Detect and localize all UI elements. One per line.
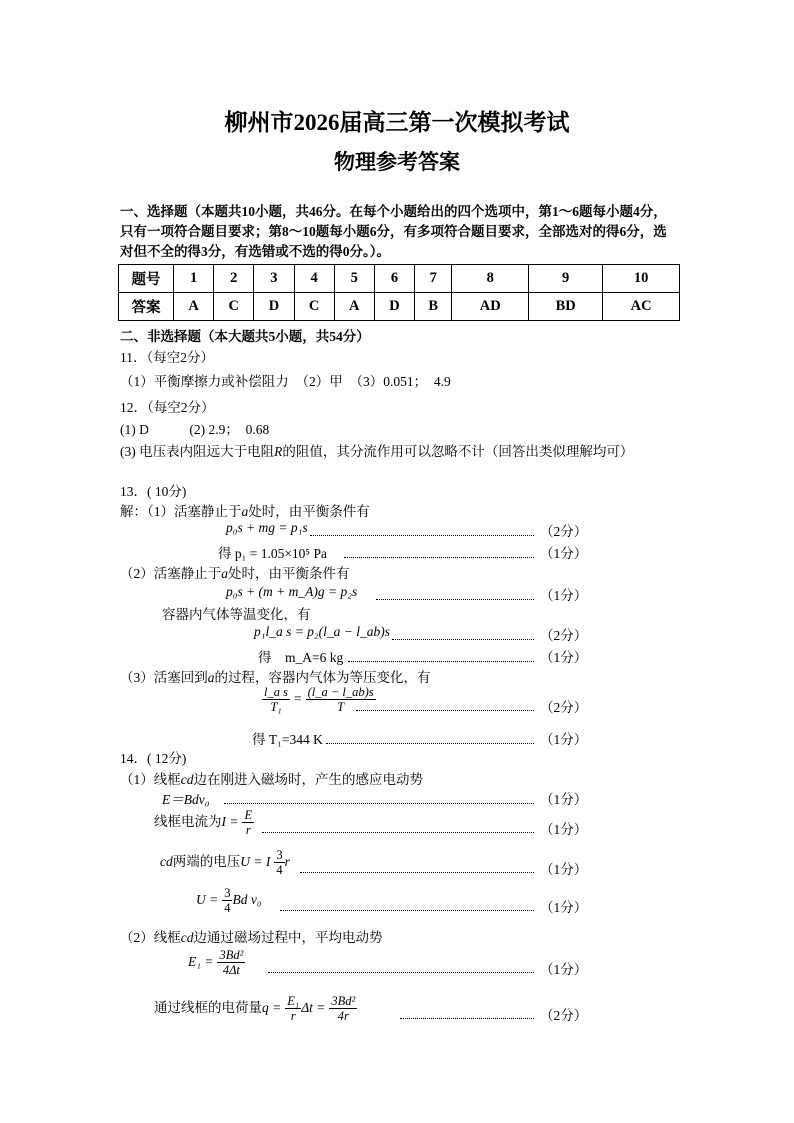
- score: （1分）: [540, 962, 588, 977]
- row-label-numbers: 题号: [119, 265, 174, 293]
- score: （2分）: [540, 524, 588, 539]
- var-R: R: [274, 444, 283, 459]
- score: （1分）: [540, 650, 588, 665]
- q13-eq7: 得 T₁=344 K: [252, 732, 323, 747]
- answer-table: [118, 264, 680, 321]
- table-row-numbers: [119, 265, 680, 293]
- leader-dots: [400, 1008, 534, 1019]
- row-label-answers: 答案: [119, 293, 174, 321]
- q14-p2-b: 边通过磁场过程中，平均电动势: [193, 930, 383, 945]
- q14-eq2: 线框电流为I = $\frac{E}{r}$: [154, 808, 253, 837]
- score: （2分）: [540, 1008, 588, 1023]
- var-cd: cd: [180, 772, 194, 787]
- section2-heading: 二、非选择题（本大题共5小题，共54分）: [120, 329, 370, 344]
- q14-p1-b: 边在刚进入磁场时，产生的感应电动势: [193, 772, 423, 787]
- var-a: a: [207, 670, 215, 685]
- leader-dots: [268, 962, 534, 973]
- score: （2分）: [540, 628, 588, 643]
- q12-line1: (1) D (2) 2.9； 0.68: [120, 422, 270, 437]
- fraction: $\frac{\text{l\_a s}}{\text{T₁}}$: [264, 685, 288, 714]
- table-cell: A: [334, 293, 374, 321]
- leader-dots: [326, 733, 534, 744]
- q12-line2-a: (3) 电压表内阻远大于电阻: [120, 444, 275, 459]
- var-a: a: [241, 504, 249, 519]
- table-cell: C: [294, 293, 334, 321]
- leader-dots: [224, 793, 534, 804]
- fraction: $\frac{\text{3Bd²}}{4\Delta t}$: [219, 948, 244, 977]
- var-cd: cd: [180, 930, 194, 945]
- q13-part2: [120, 562, 350, 582]
- fraction: $\frac{3}{4}$: [224, 886, 231, 915]
- leader-dots: [392, 629, 534, 640]
- q14-p1-a: （1）线框: [120, 772, 181, 787]
- leader-dots: [262, 822, 534, 833]
- table-cell: 4: [294, 265, 334, 293]
- q14-part2: [120, 926, 383, 946]
- q13-p1-a: 解：（1）活塞静止于: [120, 504, 242, 519]
- table-cell: 1: [174, 265, 214, 293]
- q11-answer: （1）平衡摩擦力或补偿阻力 （2）甲 （3）0.051； 4.9: [120, 374, 451, 389]
- fraction: $\frac{E}{r}$: [244, 808, 253, 837]
- q13-p2-a: （2）活塞静止于: [120, 566, 222, 581]
- table-cell: 2: [214, 265, 254, 293]
- table-cell: AD: [452, 293, 529, 321]
- q14-part1: [120, 768, 423, 788]
- leader-dots: [376, 589, 534, 600]
- q14-eq6: 通过线框的电荷量q = $\frac{\text{E₁}}{r}$ Δt = $\frac{\text{3Bd²}}{4r}$: [154, 994, 356, 1023]
- fraction: $\frac{\text{E₁}}{r}$: [287, 994, 300, 1023]
- q14-eq1: E＝Bdv₀: [162, 792, 210, 807]
- q13-eq3: p₀s + (m + m_A)g = p₂s: [226, 584, 358, 599]
- q13-p3-b: 的过程，容器内气体为等压变化，有: [214, 670, 431, 685]
- q13-eq1: p₀s + mg = p₁s: [226, 520, 308, 535]
- q14-eq4: U = $\frac{3}{4}$ Bd v₀: [196, 886, 262, 915]
- fraction: $\frac{(l\_a - l\_ab)s}{T}$: [307, 685, 374, 714]
- q13-eq5: 得 m_A=6 kg: [258, 650, 344, 665]
- score: （2分）: [540, 700, 588, 715]
- table-cell: D: [374, 293, 414, 321]
- var-a: a: [221, 566, 228, 581]
- fraction: $\frac{3}{4}$: [276, 848, 283, 877]
- q13-part1: [120, 500, 370, 520]
- table-cell: B: [415, 293, 452, 321]
- q13-eq2: 得 p₁ = 1.05×10⁵ Pa: [218, 546, 328, 561]
- table-cell: BD: [529, 293, 603, 321]
- leader-dots: [300, 862, 534, 873]
- score: （1分）: [540, 822, 588, 837]
- leader-dots: [344, 547, 534, 558]
- table-cell: 6: [374, 265, 414, 293]
- leader-dots: [310, 525, 534, 536]
- section1-heading: 一、选择题（本题共10小题，共46分。在每个小题给出的四个选项中，第1～6题每小题4分，只有一项符合题目要求；第8～10题每小题6分，有多项符合题目要求，全部选对的得6分，选对但不全的得3分，有选错或不选的得0分。）。: [120, 204, 667, 259]
- q13-p3-a: （3）活塞回到: [120, 670, 208, 685]
- score: （1分）: [540, 732, 588, 747]
- score: （1分）: [540, 588, 588, 603]
- table-cell: 7: [415, 265, 452, 293]
- leader-dots: [280, 900, 534, 911]
- q14-p2-a: （2）线框: [120, 930, 181, 945]
- page-title: 柳州市2026届高三第一次模拟考试: [224, 110, 570, 135]
- score: （1分）: [540, 792, 588, 807]
- q13-p1-b: 处时，由平衡条件有: [248, 504, 370, 519]
- q14-label: 14．( 12分): [120, 751, 187, 766]
- table-cell: 3: [254, 265, 294, 293]
- q13-p2-b: 处时，由平衡条件有: [228, 566, 350, 581]
- table-cell: 9: [529, 265, 603, 293]
- fraction: $\frac{\text{3Bd²}}{4r}$: [331, 994, 356, 1023]
- table-cell: C: [214, 293, 254, 321]
- q13-p2-c: 容器内气体等温变化，有: [162, 607, 311, 622]
- table-cell: A: [174, 293, 214, 321]
- score: （1分）: [540, 546, 588, 561]
- table-cell: AC: [603, 293, 680, 321]
- score: （1分）: [540, 862, 588, 877]
- q13-eq6: $\frac{\text{l\_a s}}{\text{T₁}}$ = $\frac{(l\_a - l\_ab)s}{T}$: [264, 685, 374, 714]
- page-subtitle: 物理参考答案: [334, 150, 460, 174]
- table-cell: 5: [334, 265, 374, 293]
- score: （1分）: [540, 900, 588, 915]
- table-cell: 8: [452, 265, 529, 293]
- q13-label: 13．( 10分): [120, 484, 187, 499]
- q12-line2: [120, 440, 633, 460]
- leader-dots: [348, 651, 534, 662]
- q12-line2-b: 的阻值，其分流作用可以忽略不计（回答出类似理解均可）: [282, 444, 634, 459]
- q11-label: 11．（每空2分）: [120, 350, 214, 365]
- table-cell: 10: [603, 265, 680, 293]
- q14-eq3: cd两端的电压U = I $\frac{3}{4}$ r: [160, 848, 290, 877]
- q13-eq4: p₁l_a s = p₂(l_a − l_ab)s: [254, 624, 390, 639]
- leader-dots: [356, 700, 534, 711]
- q13-part3: [120, 666, 431, 686]
- q12-label: 12．（每空2分）: [120, 400, 215, 415]
- table-row-answers: [119, 293, 680, 321]
- q14-eq5: E₁ = $\frac{\text{3Bd²}}{4\Delta t}$: [188, 948, 244, 977]
- table-cell: D: [254, 293, 294, 321]
